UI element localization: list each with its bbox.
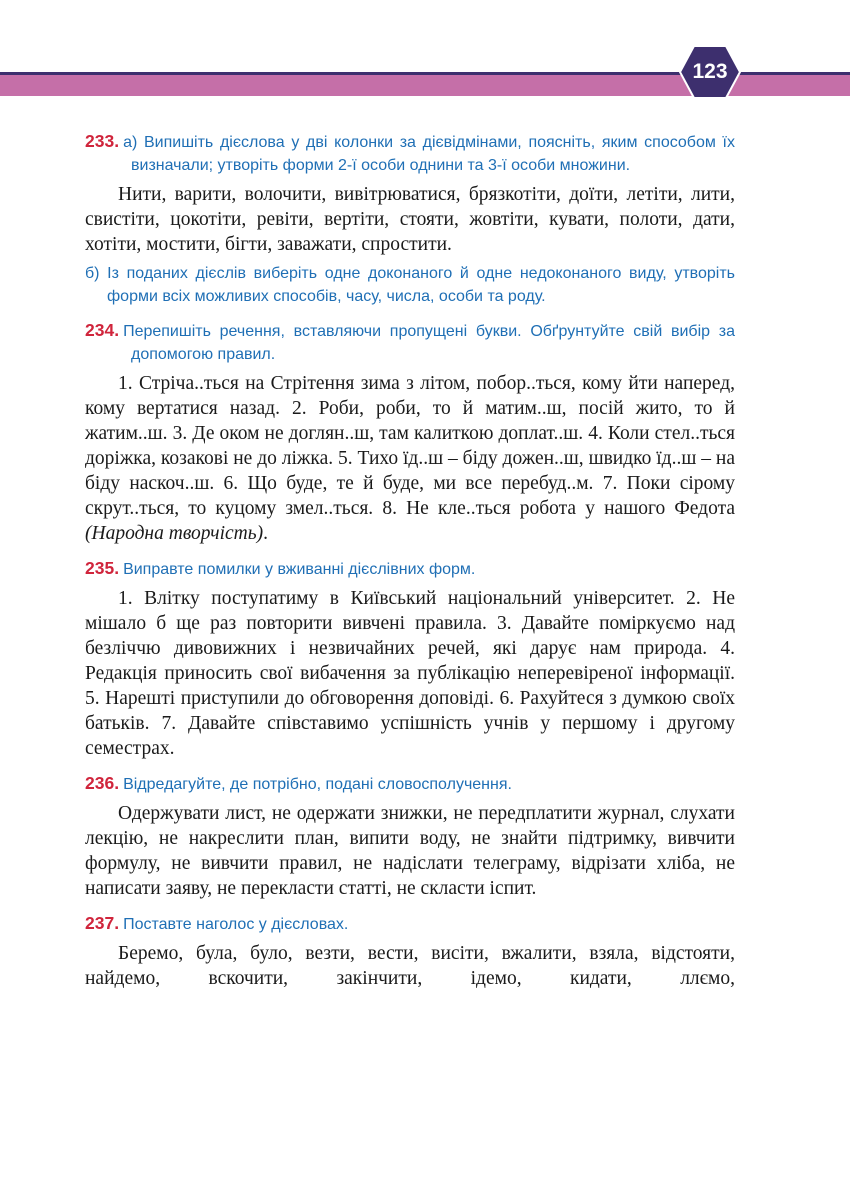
- instruction-text: Відредагуйте, де потрібно, подані словосполучення.: [123, 776, 512, 793]
- sentences: 1. Стріча..ться на Стрітення зима з літом, побор..ться, кому йти наперед, кому вертатися назад. 2. Роби, роби, то й матим..ш, посій жито, то й жатим..ш. 3. Де оком не доглян..ш, там калиткою доплат..ш. 4. Коли стел..ться доріжка, козакові не до ліжка. 5. Тихо їд..ш – біду дожен..ш, швидко їд..ш – на біду наскоч..ш. 6. Що буде, те й буде, ми все перебуд..м. 7. Поки сірому скрут..ться, то куцому змел..ться. 8. Не кле..ться робота у нашого Федота: [85, 373, 735, 519]
- task-instruction-b: б) Із поданих дієслів виберіть одне доконаного й одне недоконаного виду, утворіть форми всіх можливих способів, часу, числа, особи та роду.: [85, 265, 735, 305]
- task-234: [85, 319, 735, 546]
- task-text: 1. Влітку поступатиму в Київський національний університет. 2. Не мішало б ще раз повторити вивчені правила. 3. Давайте поміркуємо над безліччю дивовижних і незвичайних речей, які дарує нам природа. 4. Редакція приносить свої вибачення за публікацію неперевіреної інформації. 5. Нарешті приступили до обговорення доповіді. 6. Рахуйтеся з думкою своїх батьків. 7. Давайте співставимо успішність учнів у першому і другому семестрах.: [85, 588, 735, 759]
- instruction-text: Поставте наголос у дієсловах.: [123, 916, 349, 933]
- sentence-end: .: [263, 523, 268, 544]
- page-number-badge: [679, 45, 741, 99]
- instruction-text: Виправте помилки у вживанні дієслівних форм.: [123, 561, 476, 578]
- task-235: [85, 557, 735, 761]
- task-233: [85, 130, 735, 308]
- task-number: 237.: [85, 913, 120, 933]
- instruction-text: Перепишіть речення, вставляючи пропущені букви. Обґрунтуйте свій вибір за допомогою правил.: [123, 323, 735, 363]
- task-instruction: [85, 319, 735, 366]
- task-text: Беремо, була, було, везти, вести, висіти, вжалити, взяла, відстояти, найдемо, вскочити, закінчити, ідемо, кидати, ллємо,: [85, 943, 735, 989]
- instruction-text: а) Випишіть дієслова у дві колонки за дієвідмінами, поясніть, яким способом їх визначали; утворіть форми 2-ї особи однини та 3-ї особи множини.: [123, 134, 735, 174]
- task-number: 235.: [85, 558, 120, 578]
- page-number: 123: [692, 60, 728, 83]
- task-number: 233.: [85, 131, 120, 151]
- task-instruction: [85, 772, 735, 796]
- task-instruction: [85, 912, 735, 936]
- task-instruction: [85, 130, 735, 177]
- task-text: Одержувати лист, не одержати знижки, не передплатити журнал, слухати лекцію, не накреслити план, випити воду, не знайти підтримку, вивчити формулу, не вивчити правил, не надіслати телеграму, відрізати хліба, не написати заяву, не перекласти статті, не скласти іспит.: [85, 803, 735, 899]
- task-instruction: [85, 557, 735, 581]
- page-content: [85, 130, 735, 991]
- task-237: [85, 912, 735, 991]
- source-citation: (Народна творчість): [85, 523, 264, 544]
- task-number: 234.: [85, 320, 120, 340]
- task-number: 236.: [85, 773, 120, 793]
- task-text: Нити, варити, волочити, вивітрюватися, брязкотіти, доїти, летіти, лити, свистіти, цокотіти, ревіти, вертіти, стояти, жовтіти, кувати, полоти, дати, хотіти, мостити, бігти, заважати, спростити.: [85, 184, 735, 255]
- task-236: [85, 772, 735, 901]
- task-text: [85, 371, 735, 546]
